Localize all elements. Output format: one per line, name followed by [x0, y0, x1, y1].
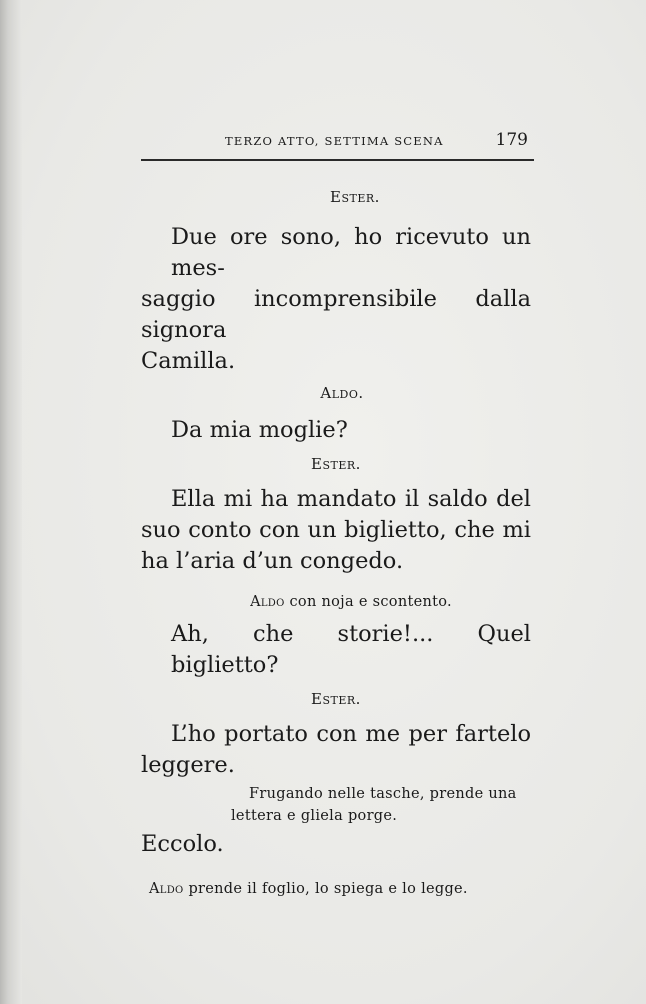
- text-line: L’ho portato con me per fartelo: [171, 721, 531, 747]
- text-line: Da mia moglie?: [171, 417, 348, 443]
- header-rule: [141, 159, 534, 161]
- text-line: saggio incomprensibile dalla signora: [141, 286, 531, 343]
- page-header: [140, 130, 530, 152]
- page-body: [141, 172, 531, 900]
- speaker-name: Ester.: [311, 690, 361, 708]
- text-line: suo conto con un biglietto, che mi: [141, 517, 531, 543]
- text-line: Ah, che storie!... Quel biglietto?: [171, 621, 531, 678]
- text-line: Camilla.: [141, 348, 236, 374]
- dialogue-paragraph: [141, 619, 531, 681]
- text-line: Ella mi ha mandato il saldo del: [171, 486, 531, 512]
- stage-direction: [141, 591, 531, 613]
- direction-text: con noja e scontento.: [289, 594, 452, 610]
- speaker-name: Aldo.: [320, 384, 364, 402]
- page-number: 179: [495, 130, 528, 150]
- speaker-name: Ester.: [311, 455, 361, 473]
- direction-text: prende il foglio, lo spiega e lo legge.: [188, 881, 468, 897]
- text-line: leggere.: [141, 752, 235, 778]
- text-line: Due ore sono, ho ricevuto un mes-: [171, 224, 531, 281]
- dialogue-paragraph: [141, 829, 531, 860]
- text-line: ha l’aria d’un congedo.: [141, 548, 404, 574]
- running-head: TERZO ATTO, SETTIMA SCENA: [225, 134, 444, 148]
- direction-line: lettera e gliela porge.: [231, 808, 398, 824]
- direction-character-name: Aldo: [250, 594, 285, 610]
- text-line: Eccolo.: [141, 831, 224, 857]
- speaker-name: Ester.: [330, 188, 380, 206]
- dialogue-paragraph: [141, 719, 531, 781]
- direction-line: Frugando nelle tasche, prende una: [249, 786, 517, 802]
- page-gutter-edge: [0, 0, 22, 1004]
- dialogue-paragraph: [141, 222, 531, 377]
- dialogue-paragraph: [141, 415, 531, 446]
- stage-direction: [141, 878, 531, 900]
- direction-character-name: Aldo: [149, 881, 184, 897]
- dialogue-paragraph: [141, 484, 531, 577]
- stage-direction: [141, 783, 531, 827]
